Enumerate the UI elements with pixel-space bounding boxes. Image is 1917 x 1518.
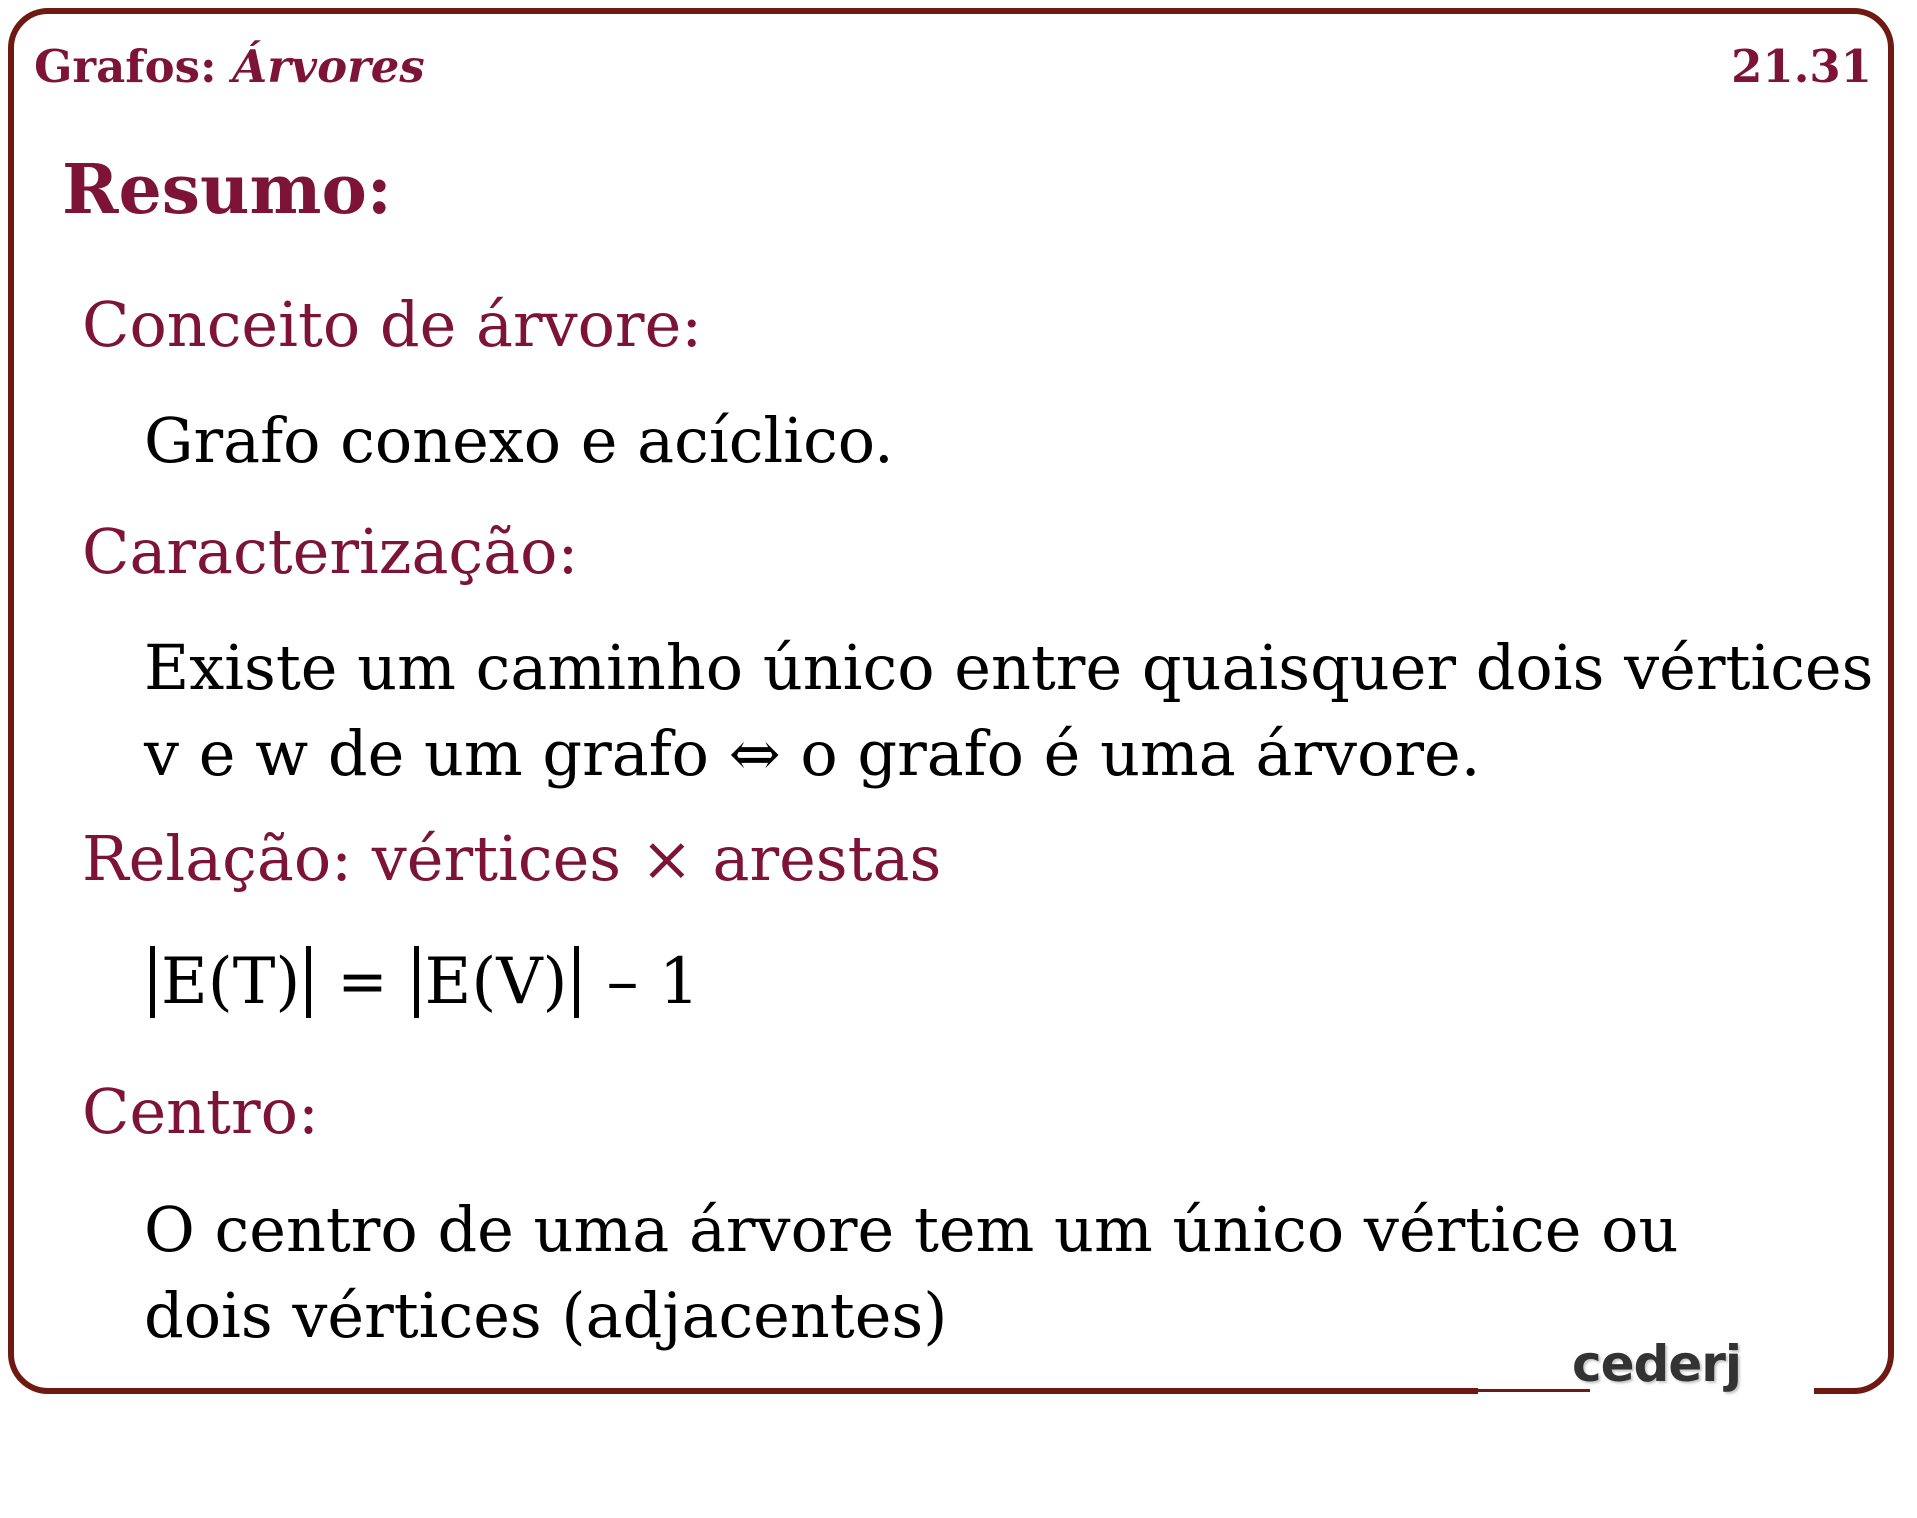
abs-bar-left-close: [306, 946, 311, 1018]
page-heading: Resumo:: [62, 150, 392, 230]
logo-gap: [1478, 1384, 1814, 1444]
header-title-topic: Árvores: [232, 40, 425, 93]
abs-bar-left-open: [150, 946, 155, 1018]
formula-tail: – 1: [606, 945, 700, 1019]
section-text-centro-line2: dois vértices (adjacentes): [144, 1279, 948, 1352]
section-title-centro: Centro:: [82, 1075, 319, 1148]
section-title-caracterizacao: Caracterização:: [82, 515, 579, 588]
header-title-prefix: Grafos:: [34, 40, 217, 93]
formula-left-term: E(T): [161, 945, 301, 1019]
abs-bar-right-open: [414, 946, 419, 1018]
slide-header-title: [34, 40, 425, 93]
edge-count-formula: [144, 945, 700, 1019]
formula-equals: =: [337, 947, 388, 1017]
section-text-caracterizacao-line1: Existe um caminho único entre quaisquer dois vértices: [144, 631, 1874, 704]
section-text-caracterizacao-line2: v e w de um grafo ⇔ o grafo é uma árvore.: [144, 717, 1481, 790]
section-title-conceito: Conceito de árvore:: [82, 288, 703, 361]
abs-bar-right-close: [574, 946, 579, 1018]
cederj-logo: cederj: [1572, 1335, 1742, 1393]
slide-number: 21.31: [1731, 40, 1872, 93]
section-title-relacao: Relação: vértices × arestas: [82, 822, 942, 895]
section-text-conceito: Grafo conexo e acíclico.: [144, 404, 894, 477]
formula-right-term: E(V): [424, 945, 568, 1019]
section-text-centro-line1: O centro de uma árvore tem um único vértice ou: [144, 1193, 1679, 1266]
